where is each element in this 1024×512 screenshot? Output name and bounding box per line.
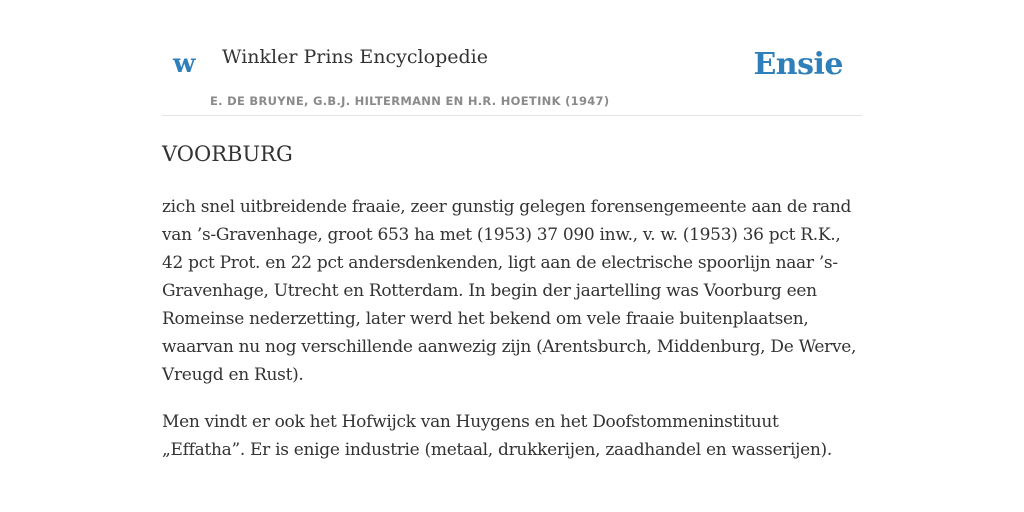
publication-logo-icon[interactable]: w <box>173 49 196 79</box>
page <box>162 0 862 464</box>
header <box>162 0 862 116</box>
publication-title[interactable]: Winkler Prins Encyclopedie <box>222 46 488 68</box>
entry-title: VOORBURG <box>162 142 293 166</box>
entry-paragraph: Men vindt er ook het Hofwijck van Huygens en het Doofstommeninstituut „Effatha”. Er is enige industrie (metaal, drukkerijen, zaadhandel en wasserijen). <box>162 412 832 461</box>
publication-authors: E. DE BRUYNE, G.B.J. HILTERMANN EN H.R. HOETINK (1947) <box>210 94 610 108</box>
brand-logo[interactable]: Ensie <box>753 47 843 82</box>
entry-paragraph: zich snel uitbreidende fraaie, zeer gunstig gelegen forensengemeente aan de rand van ’s-Gravenhage, groot 653 ha met (1953) 37 090 inw., v. w. (1953) 36 pct R.K., 42 pct Prot. en 22 pct andersdenkenden, ligt aan de electrische spoorlijn naar ’s-Gravenhage, Utrecht en Rotterdam. In begin der jaartelling was Voorburg een Romeinse nederzetting, later werd het bekend om vele fraaie buitenplaatsen, waarvan nu nog verschillende aanwezig zijn (Arentsburch, Middenburg, De Werve, Vreugd en Rust). <box>162 197 857 386</box>
